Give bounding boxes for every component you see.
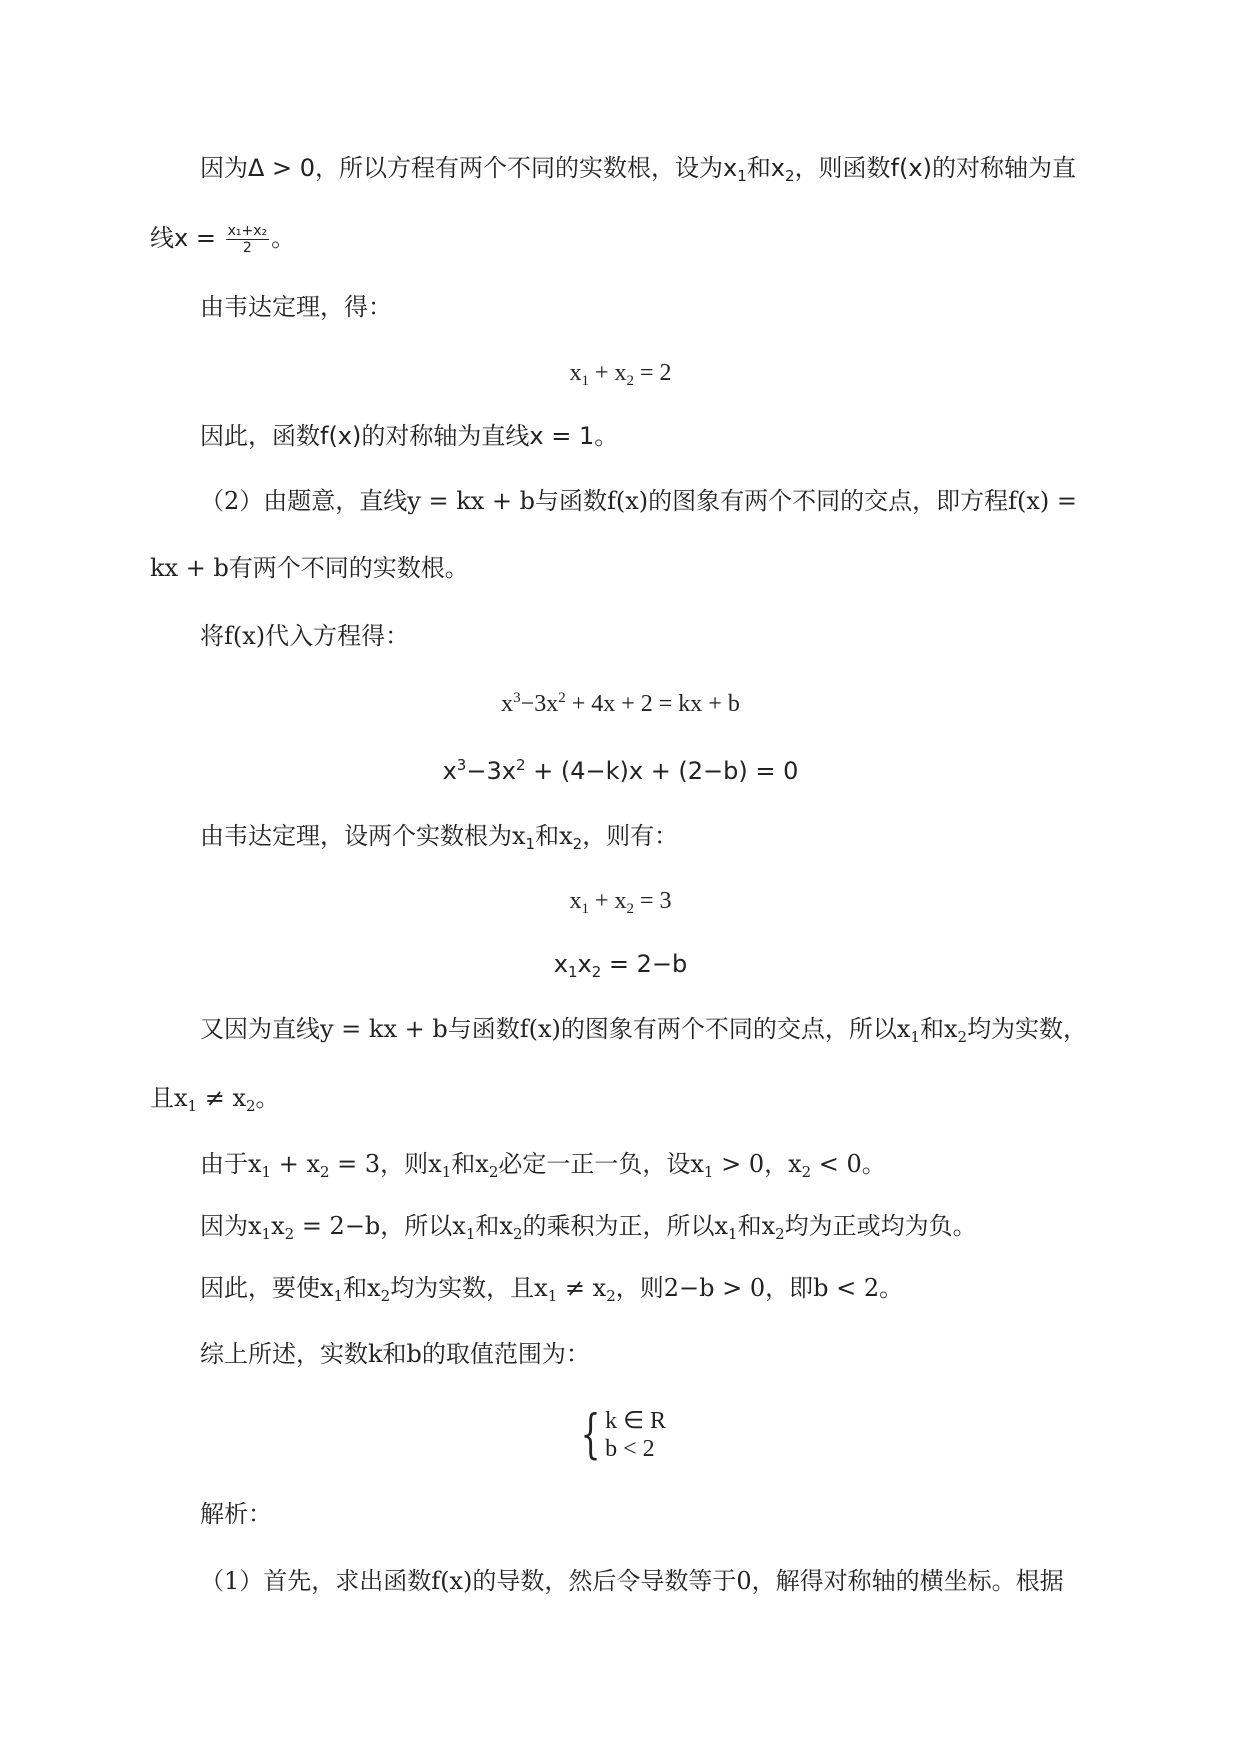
equation-sum-3: $x_1 + x_2 = 3$	[569, 888, 672, 917]
para-sign-analysis: 由于$x_1 + x_2 = 3$，则$x_1$和$x_2$必定一正一负，设$x_1 > 0$，$x_2 < 0$。	[200, 1150, 886, 1181]
left-brace-symbol: {	[580, 1405, 601, 1465]
para-b-condition: 因此，要使$x_1$和$x_2$均为实数，且$x_1 \ne x_2$，则2−b > 0，即b < 2。	[200, 1274, 904, 1305]
system-line-k: k ∈ R	[605, 1408, 667, 1434]
equation-sum-2: $x_1 + x_2 = 2$	[569, 360, 672, 389]
para-summary: 综上所述，实数k和b的取值范围为：	[200, 1340, 590, 1368]
para-vieta-1: 由韦达定理，得：	[200, 293, 392, 321]
equation-product: $x_1x_2 = 2-b$	[553, 950, 688, 981]
para-substitute: 将f(x)代入方程得：	[200, 622, 410, 650]
para-analysis-1: （1）首先，求出函数f(x)的导数，然后令导数等于0，解得对称轴的横坐标。根据	[200, 1567, 1064, 1595]
para-intersection: 又因为直线y = kx + b与函数f(x)的图象有两个不同的交点，所以$x_1$和$x_2$均为实数，	[200, 1015, 1088, 1046]
para-product-sign: 因为$x_1x_2 = 2-b$，所以$x_1$和$x_2$的乘积为正，所以$x_1$和$x_2$均为正或均为负。	[200, 1212, 977, 1243]
para-part-2-cont: kx + b有两个不同的实数根。	[150, 554, 469, 582]
para-axis-formula: 线x = $\frac{\text{x₁+x₂}}{2}$ 。	[150, 222, 296, 256]
para-part-2: （2）由题意，直线y = kx + b与函数f(x)的图象有两个不同的交点，即方程f(x) =	[200, 487, 1078, 515]
system-line-b: b < 2	[605, 1436, 655, 1462]
para-delta-positive: 因为Δ > 0，所以方程有两个不同的实数根，设为$x_1$和$x_2$，则函数f(x)的对称轴为直	[200, 154, 1076, 185]
para-axis-conclusion: 因此，函数f(x)的对称轴为直线x = 1。	[200, 422, 619, 450]
equation-cubic-2: $x^3-3x^2 + (4-k)x + (2-b) = 0$	[442, 756, 799, 785]
equation-cubic-1: $x^3-3x^2 + 4x + 2$ = kx + b	[501, 690, 740, 717]
para-vieta-2: 由韦达定理，设两个实数根为$x_1$和$x_2$，则有：	[200, 822, 679, 853]
para-distinct-roots: 且$x_1 \ne x_2$。	[150, 1084, 280, 1115]
para-analysis-heading: 解析：	[200, 1500, 272, 1528]
fraction: $\frac{\text{x₁+x₂}}{2}$	[227, 222, 268, 256]
